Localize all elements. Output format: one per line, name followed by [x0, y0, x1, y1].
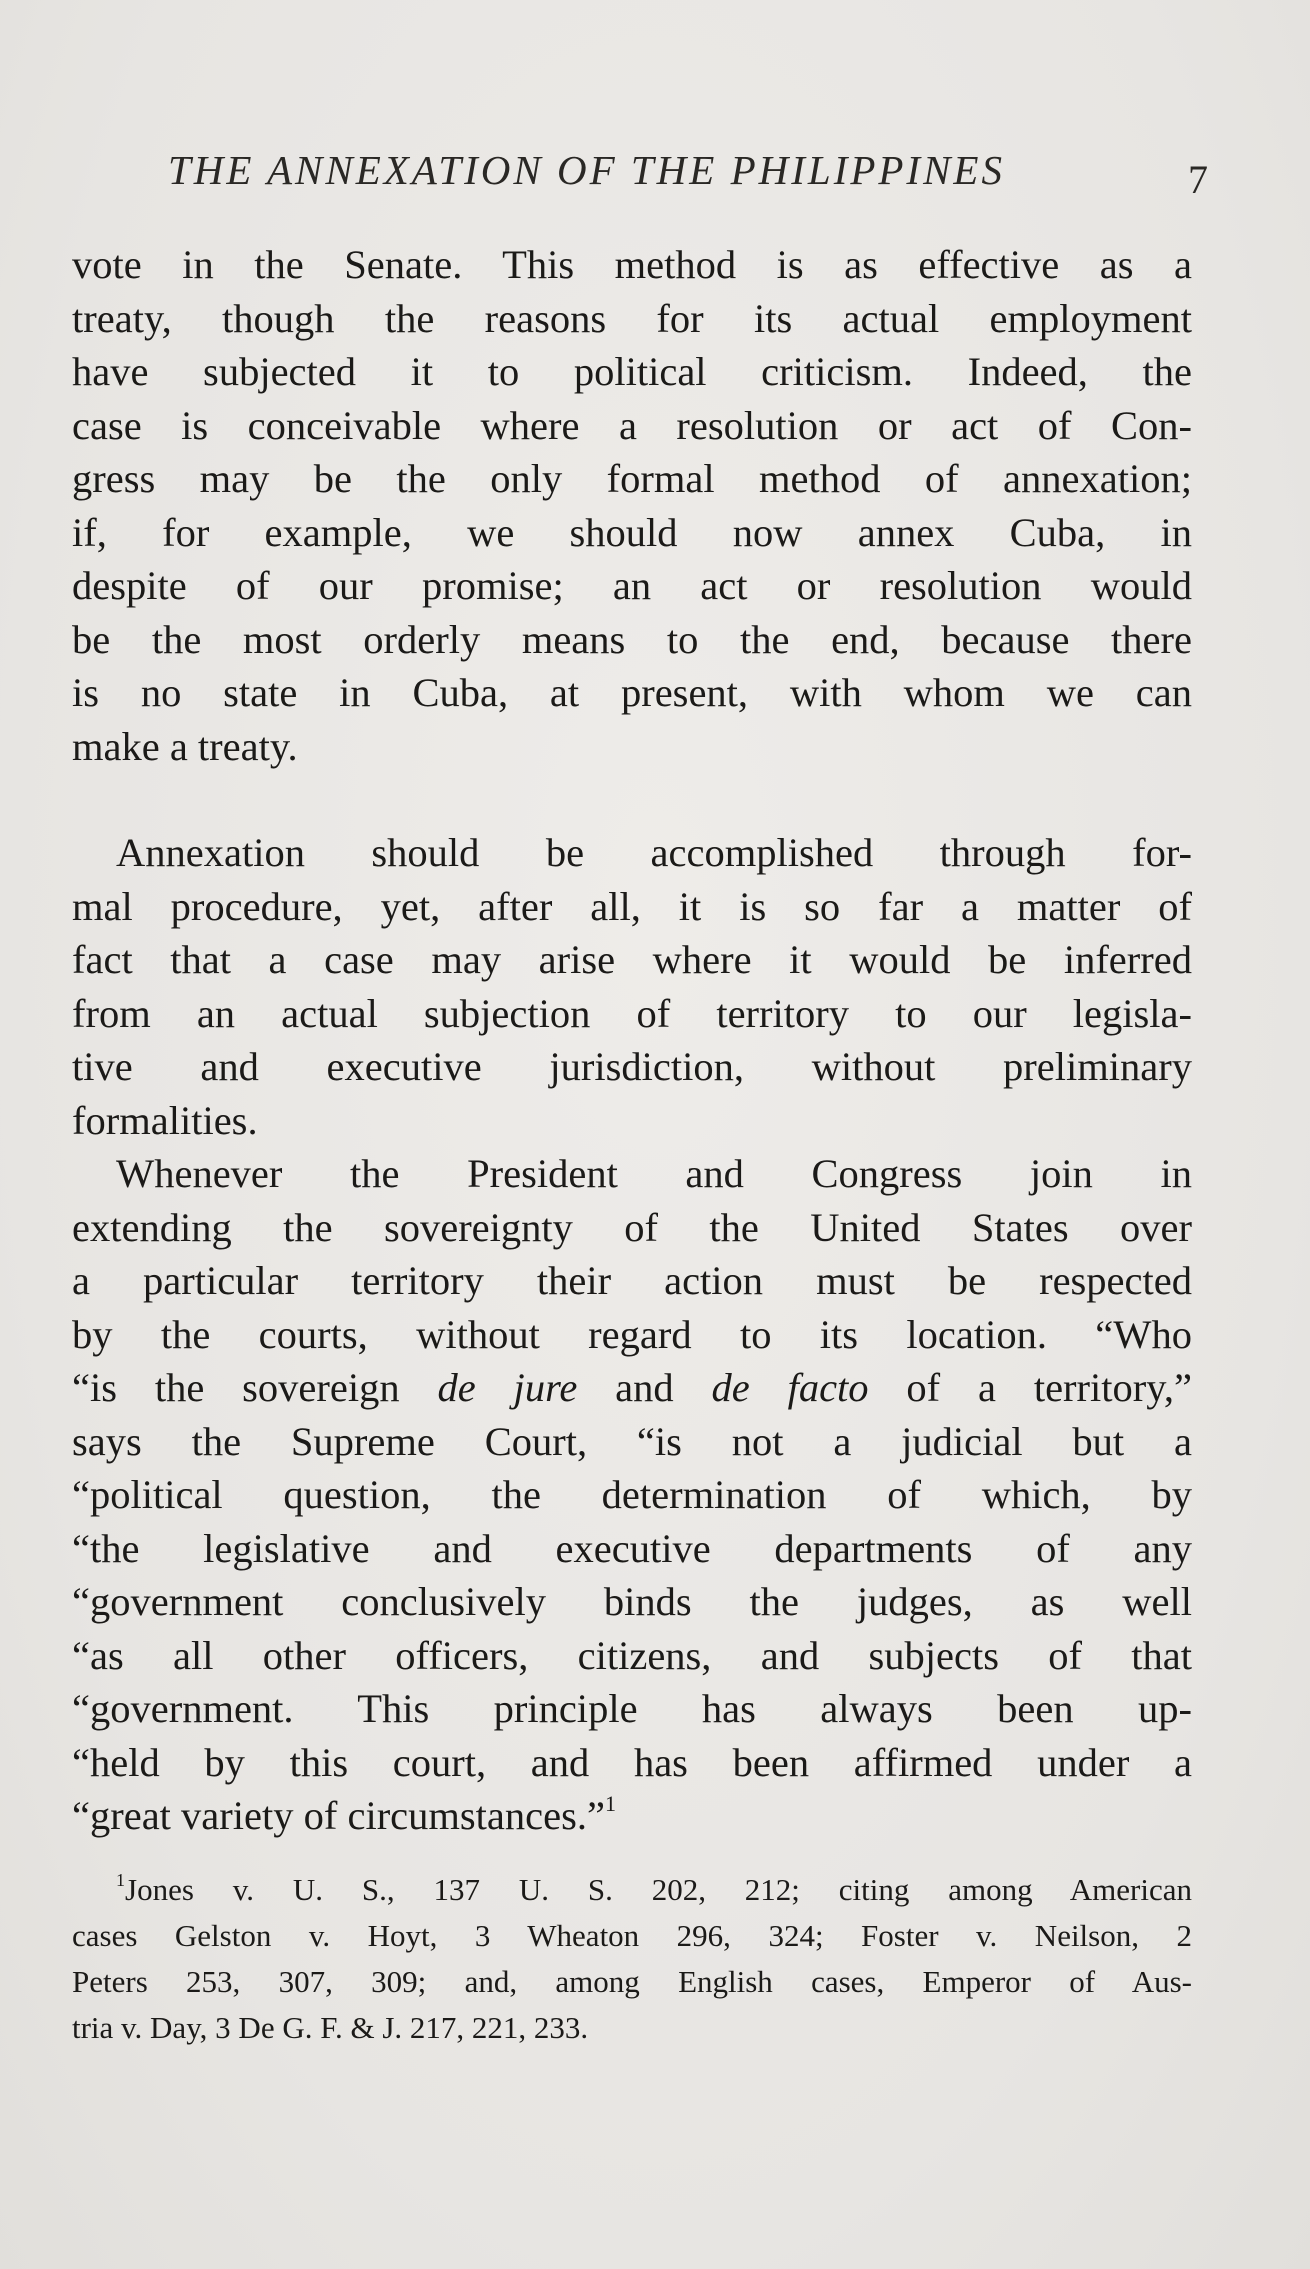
footnote-reference[interactable]: 1 [604, 1791, 616, 1816]
text-line: a particular territory their action must be respected [72, 1258, 1192, 1303]
text-line: “the legislative and executive departments of any [72, 1525, 1192, 1571]
paragraph-1 [72, 238, 1192, 773]
text-line: formalities. [72, 1097, 258, 1143]
text-line: vote in the Senate. This method is as effective as a [72, 242, 1192, 287]
text-segment: “great variety of circumstances.” [72, 1793, 605, 1838]
footnote-mark: 1 [116, 1870, 125, 1890]
footnote-text: Jones v. U. S., 137 U. S. 202, 212; citing among American [125, 1872, 1192, 1907]
text-line: from an actual subjection of territory to our legisla- [72, 990, 1192, 1036]
text-line: case is conceivable where a resolution or act of Con- [72, 402, 1192, 448]
text-line: be the most orderly means to the end, because there [72, 616, 1192, 662]
footnote-line: cases Gelston v. Hoyt, 3 Wheaton 296, 324; Foster v. Neilson, 2 [72, 1918, 1192, 1953]
text-segment: of a territory,” [868, 1365, 1192, 1410]
text-segment: “is the sovereign [72, 1365, 438, 1410]
text-line: Annexation should be accomplished through for- [116, 830, 1192, 875]
footnote-line: tria v. Day, 3 De G. F. & J. 217, 221, 233. [72, 2010, 589, 2045]
text-line: by the courts, without regard to its location. “Who [72, 1311, 1192, 1357]
text-line [72, 1361, 1192, 1415]
italic-term-de-jure: de jure [437, 1365, 578, 1410]
page-number: 7 [1188, 157, 1208, 202]
text-line: “government conclusively binds the judges, as well [72, 1579, 1192, 1624]
body-text [72, 238, 1192, 1843]
footnote-line [72, 1867, 1192, 1913]
text-line: tive and executive jurisdiction, without preliminary [72, 1044, 1192, 1089]
text-line: gress may be the only formal method of annexation; [72, 456, 1192, 501]
text-segment: and [577, 1365, 712, 1410]
text-line: mal procedure, yet, after all, it is so far a matter of [72, 883, 1192, 929]
text-line [72, 1789, 1192, 1843]
text-line: extending the sovereignty of the United States over [72, 1204, 1192, 1250]
text-line: Whenever the President and Congress join in [116, 1151, 1192, 1196]
text-line: “held by this court, and has been affirmed under a [72, 1739, 1192, 1785]
text-line: “government. This principle has always been up- [72, 1686, 1192, 1731]
italic-term-de-facto: de facto [711, 1365, 869, 1410]
paragraph-3 [72, 1147, 1192, 1843]
text-line: is no state in Cuba, at present, with whom we can [72, 670, 1192, 715]
text-line: says the Supreme Court, “is not a judicial but a [72, 1418, 1192, 1464]
text-line: despite of our promise; an act or resolution would [72, 563, 1192, 608]
text-line: if, for example, we should now annex Cuba, in [72, 509, 1192, 555]
paragraph-2 [72, 826, 1192, 1147]
text-line: treaty, though the reasons for its actual employment [72, 295, 1192, 341]
text-line: “political question, the determination of which, by [72, 1472, 1192, 1517]
text-line: make a treaty. [72, 723, 298, 769]
footnote-line: Peters 253, 307, 309; and, among English cases, Emperor of Aus- [72, 1964, 1192, 1999]
text-line: have subjected it to political criticism. Indeed, the [72, 349, 1192, 394]
footnotes [72, 1867, 1192, 2051]
text-line: “as all other officers, citizens, and subjects of that [72, 1632, 1192, 1678]
text-line: fact that a case may arise where it would be inferred [72, 937, 1192, 982]
running-head [168, 146, 1208, 206]
running-title: THE ANNEXATION OF THE PHILIPPINES [168, 147, 1005, 193]
